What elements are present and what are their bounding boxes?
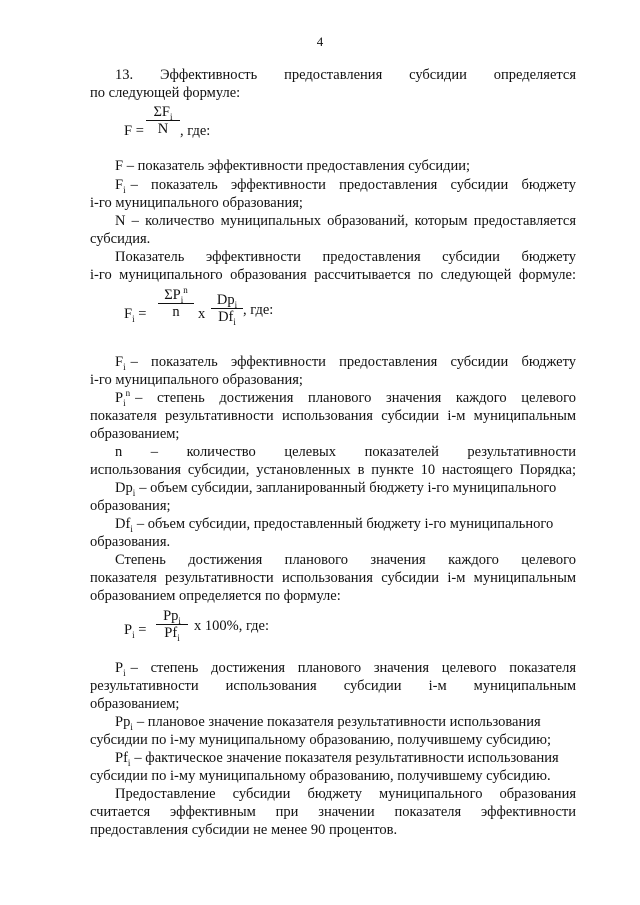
formula1-denominator: N <box>157 121 169 137</box>
formula3-num: $Pp_i$ <box>163 608 181 626</box>
def2-pin-symbol: $P_i^n$ <box>115 388 131 408</box>
def2-pin-line1 <box>115 389 576 407</box>
def-fi-line2: i-го муниципального образования; <box>90 195 303 211</box>
para-fi-line1: Показатель эффективности предоставления субсидии бюджету <box>115 249 576 265</box>
def-n-line2: субсидия. <box>90 231 151 247</box>
formula1-fraction <box>146 104 180 137</box>
def2-pin-line2: показателя результативности использования субсидии i-м муниципальным <box>90 408 576 424</box>
formula2-suffix: , где: <box>243 302 274 318</box>
def2-fi-text: – показатель эффективности предоставления субсидии бюджету <box>130 354 576 370</box>
formula1-numerator: $\Sigma F_i$ <box>153 104 173 122</box>
def2-pin-text: – степень достижения планового значения каждого целевого <box>135 390 576 406</box>
para-pi-line1: Степень достижения планового значения каждого целевого <box>115 552 576 568</box>
para13-line2: по следующей формуле: <box>90 85 241 101</box>
formula2-num2: $Dp_i$ <box>216 292 238 310</box>
def2-dpi-text: – объем субсидии, запланированный бюджету i-го муниципального <box>139 480 557 496</box>
def2-dfi-line2: образования. <box>90 534 171 550</box>
def2-dpi-line1 <box>115 479 576 497</box>
def3-pi-line1 <box>115 659 576 677</box>
def3-pi-line3: образованием; <box>90 696 180 712</box>
def-fi-text: – показатель эффективности предоставления субсидии бюджету <box>130 177 576 193</box>
formula3-suffix: x 100%, где: <box>194 618 270 634</box>
def3-pfi-symbol: $Pf_i$ <box>115 750 131 768</box>
formula1-lhs: F = <box>124 123 144 139</box>
def2-n-line1: n – количество целевых показателей результативности <box>115 444 576 460</box>
def3-pi-line2: результативности использования субсидии i-м муниципальным <box>90 678 576 694</box>
def2-dfi-line1 <box>115 515 576 533</box>
final-line1: Предоставление субсидии бюджету муниципального образования <box>115 786 576 802</box>
def2-dpi-line2: образования; <box>90 498 171 514</box>
def3-pfi-line1 <box>115 749 576 767</box>
para-pi-line2: показателя результативности использования субсидии i-м муниципальным <box>90 570 576 586</box>
def2-fi-line1 <box>115 353 576 371</box>
para13-line1: 13. Эффективность предоставления субсидии определяется <box>115 67 576 83</box>
formula2-fraction2 <box>211 292 243 325</box>
formula3-lhs: $P_i$ = <box>124 622 147 640</box>
def-fi-symbol: $F_i$ <box>115 177 126 195</box>
def3-ppi-text: – плановое значение показателя результативности использования <box>136 714 541 730</box>
formula2-den1: n <box>172 304 180 320</box>
formula2-num1: $\Sigma P_i^n$ <box>164 285 188 305</box>
page-number: 4 <box>316 34 324 49</box>
formula2-times: x <box>198 306 206 322</box>
def3-ppi-line1 <box>115 713 576 731</box>
def-f-line: F – показатель эффективности предоставления субсидии; <box>115 158 471 174</box>
def-n-line1: N – количество муниципальных образований, которым предоставляется <box>115 213 576 229</box>
def2-dfi-symbol: $Df_i$ <box>115 516 133 534</box>
formula1-suffix: , где: <box>180 123 211 139</box>
para-pi-line3: образованием определяется по формуле: <box>90 588 341 604</box>
def2-n-line2: использования субсидии, установленных в пункте 10 настоящего Порядка; <box>90 462 576 478</box>
def3-pi-text: – степень достижения планового значения целевого показателя <box>130 660 576 676</box>
def2-dfi-text: – объем субсидии, предоставленный бюджету i-го муниципального <box>136 516 554 532</box>
formula2-den2: $Df_i$ <box>218 309 236 327</box>
def3-pfi-text: – фактическое значение показателя результативности использования <box>134 750 559 766</box>
def2-pin-line3: образованием; <box>90 426 180 442</box>
final-line2: считается эффективным при значении показателя эффективности <box>90 804 576 820</box>
def2-dpi-symbol: $Dp_i$ <box>115 480 136 498</box>
formula3-den: $Pf_i$ <box>164 625 180 643</box>
def3-ppi-line2: субсидии по i-му муниципальному образованию, получившему субсидию; <box>90 732 551 748</box>
final-line3: предоставления субсидии не менее 90 процентов. <box>90 822 398 838</box>
formula2-lhs: $F_i$ = <box>124 306 147 324</box>
def3-ppi-symbol: $Pp_i$ <box>115 714 133 732</box>
def2-fi-line2: i-го муниципального образования; <box>90 372 303 388</box>
def3-pfi-line2: субсидии по i-му муниципальному образованию, получившему субсидию. <box>90 768 551 784</box>
formula2-fraction1 <box>158 287 194 320</box>
para-fi-line2: i-го муниципального образования рассчитывается по следующей формуле: <box>90 267 576 283</box>
formula3-fraction <box>156 608 188 641</box>
def3-pi-symbol: $P_i$ <box>115 660 126 678</box>
def2-fi-symbol: $F_i$ <box>115 354 126 372</box>
def-fi-line1 <box>115 176 576 194</box>
